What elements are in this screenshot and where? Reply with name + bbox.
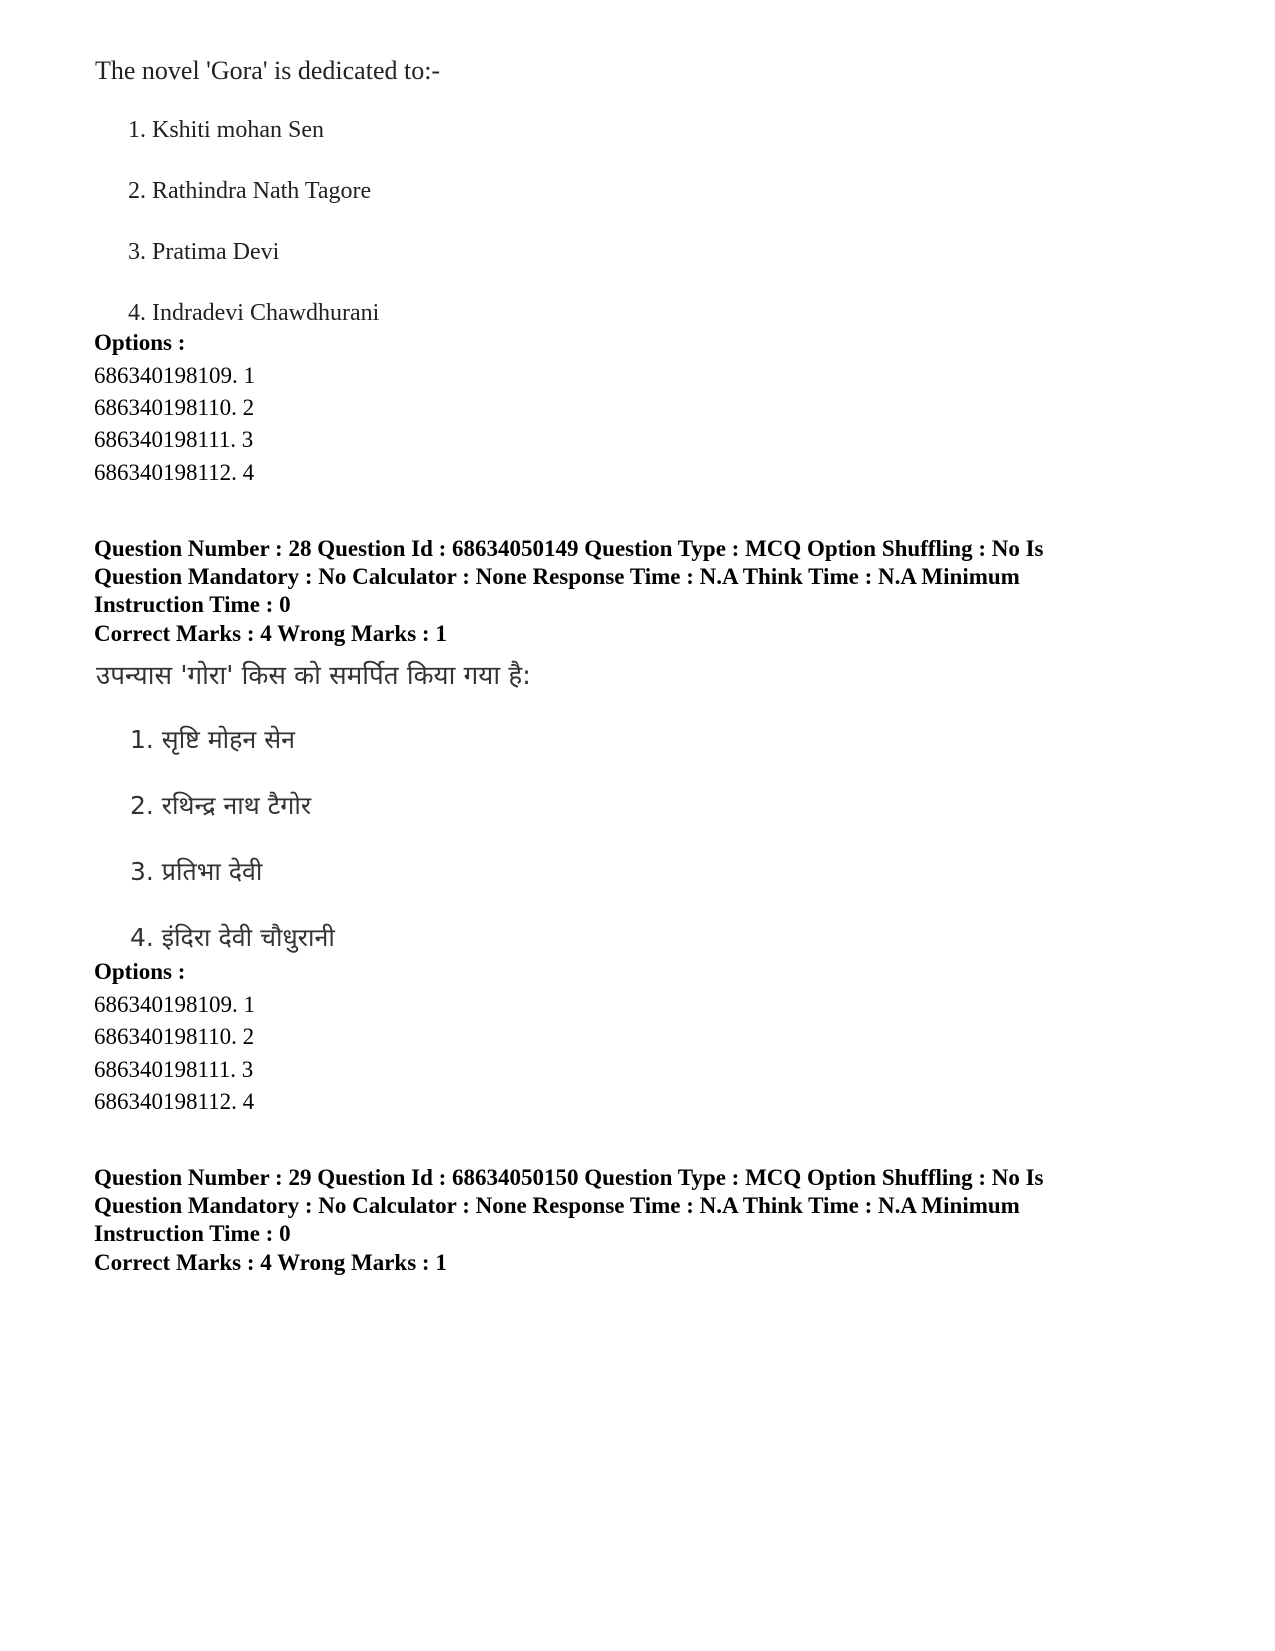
question-meta-29 (94, 1164, 1184, 1248)
meta-line-29-2: Question Mandatory : No Calculator : None Response Time : N.A Think Time : N.A Minimum (94, 1193, 1020, 1218)
choice-28-2: 2. रथिन्द्र नाथ टैगोर (130, 791, 312, 820)
marks-28: Correct Marks : 4 Wrong Marks : 1 (94, 621, 447, 646)
option-id-28-2: 686340198110. 2 (94, 1024, 255, 1049)
meta-line-29-1: Question Number : 29 Question Id : 68634050150 Question Type : MCQ Option Shuffling : No Is (94, 1165, 1044, 1190)
option-id-28-1: 686340198109. 1 (94, 992, 255, 1017)
marks-29: Correct Marks : 4 Wrong Marks : 1 (94, 1250, 447, 1275)
option-id-27-2: 686340198110. 2 (94, 395, 255, 420)
options-label-27: Options : (94, 330, 186, 355)
choice-28-3: 3. प्रतिभा देवी (130, 857, 263, 886)
choice-27-3: 3. Pratima Devi (128, 239, 280, 265)
meta-line-29-3: Instruction Time : 0 (94, 1221, 291, 1246)
option-id-28-4: 686340198112. 4 (94, 1089, 255, 1114)
option-id-28-3: 686340198111. 3 (94, 1057, 254, 1082)
choice-27-2: 2. Rathindra Nath Tagore (128, 178, 372, 204)
option-id-27-1: 686340198109. 1 (94, 363, 255, 388)
option-id-27-3: 686340198111. 3 (94, 427, 254, 452)
meta-line-28-3: Instruction Time : 0 (94, 592, 291, 617)
options-label-28: Options : (94, 959, 186, 984)
meta-line-28-1: Question Number : 28 Question Id : 68634050149 Question Type : MCQ Option Shuffling : No Is (94, 536, 1044, 561)
meta-line-28-2: Question Mandatory : No Calculator : None Response Time : N.A Think Time : N.A Minimum (94, 564, 1020, 589)
option-id-27-4: 686340198112. 4 (94, 460, 255, 485)
question-text-28: उपन्यास 'गोरा' किस को समर्पित किया गया है: (96, 661, 531, 691)
choice-28-1: 1. सृष्टि मोहन सेन (130, 725, 296, 754)
choice-27-1: 1. Kshiti mohan Sen (128, 117, 324, 143)
choice-27-4: 4. Indradevi Chawdhurani (128, 300, 380, 326)
question-meta-28 (94, 535, 1184, 619)
question-text-27: The novel 'Gora' is dedicated to:- (95, 56, 441, 85)
choice-28-4: 4. इंदिरा देवी चौधुरानी (130, 923, 335, 952)
